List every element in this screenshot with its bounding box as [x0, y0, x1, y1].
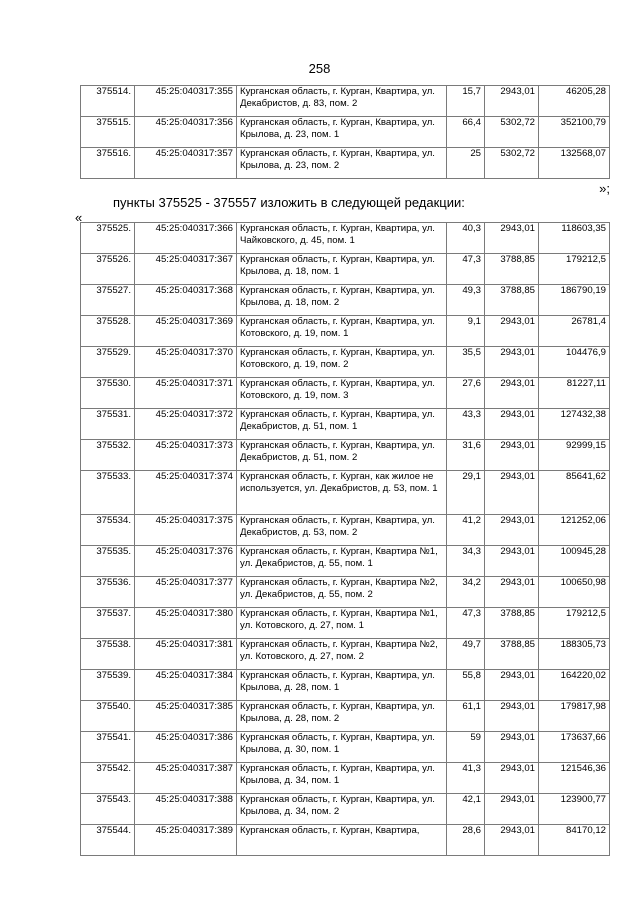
table-row — [81, 763, 610, 794]
specific-value-cell: 2943,01 — [485, 763, 539, 794]
area-cell: 27,6 — [447, 378, 485, 409]
cadastral-value-cell: 118603,35 — [539, 223, 610, 254]
page-number: 258 — [308, 61, 331, 76]
cadastral-number-cell: 45:25:040317:386 — [135, 732, 237, 763]
row-number-cell: 375535. — [81, 546, 135, 577]
address-cell: Курганская область, г. Курган, Квартира №2, ул. Декабристов, д. 55, пом. 2 — [237, 577, 447, 608]
row-number-cell: 375526. — [81, 254, 135, 285]
cadastral-value-cell: 85641,62 — [539, 471, 610, 515]
area-cell: 66,4 — [447, 117, 485, 148]
cadastral-value-cell: 179212,5 — [539, 254, 610, 285]
cadastral-number-cell: 45:25:040317:371 — [135, 378, 237, 409]
table-row — [81, 546, 610, 577]
table-row — [81, 440, 610, 471]
registry-table-main — [80, 222, 610, 856]
specific-value-cell: 2943,01 — [485, 409, 539, 440]
row-number-cell: 375544. — [81, 825, 135, 856]
cadastral-number-cell: 45:25:040317:374 — [135, 471, 237, 515]
table-row — [81, 577, 610, 608]
area-cell: 47,3 — [447, 608, 485, 639]
table-row — [81, 639, 610, 670]
cadastral-number-cell: 45:25:040317:381 — [135, 639, 237, 670]
cadastral-number-cell: 45:25:040317:377 — [135, 577, 237, 608]
address-cell: Курганская область, г. Курган, Квартира, ул. Декабристов, д. 51, пом. 1 — [237, 409, 447, 440]
address-cell: Курганская область, г. Курган, Квартира, ул. Крылова, д. 34, пом. 2 — [237, 794, 447, 825]
cadastral-value-cell: 188305,73 — [539, 639, 610, 670]
specific-value-cell: 5302,72 — [485, 117, 539, 148]
table-row — [81, 86, 610, 117]
specific-value-cell: 3788,85 — [485, 285, 539, 316]
cadastral-value-cell: 100945,28 — [539, 546, 610, 577]
specific-value-cell: 2943,01 — [485, 701, 539, 732]
cadastral-value-cell: 100650,98 — [539, 577, 610, 608]
specific-value-cell: 2943,01 — [485, 440, 539, 471]
area-cell: 47,3 — [447, 254, 485, 285]
area-cell: 29,1 — [447, 471, 485, 515]
row-number-cell: 375542. — [81, 763, 135, 794]
row-number-cell: 375533. — [81, 471, 135, 515]
address-cell: Курганская область, г. Курган, Квартира №1, ул. Декабристов, д. 55, пом. 1 — [237, 546, 447, 577]
cadastral-number-cell: 45:25:040317:368 — [135, 285, 237, 316]
table-row — [81, 515, 610, 546]
specific-value-cell: 2943,01 — [485, 86, 539, 117]
specific-value-cell: 2943,01 — [485, 546, 539, 577]
row-number-cell: 375532. — [81, 440, 135, 471]
row-number-cell: 375541. — [81, 732, 135, 763]
area-cell: 49,7 — [447, 639, 485, 670]
cadastral-number-cell: 45:25:040317:369 — [135, 316, 237, 347]
address-cell: Курганская область, г. Курган, Квартира, ул. Декабристов, д. 53, пом. 2 — [237, 515, 447, 546]
address-cell: Курганская область, г. Курган, Квартира, ул. Декабристов, д. 51, пом. 2 — [237, 440, 447, 471]
table-row — [81, 409, 610, 440]
address-cell: Курганская область, г. Курган, Квартира, ул. Крылова, д. 23, пом. 2 — [237, 148, 447, 179]
row-number-cell: 375536. — [81, 577, 135, 608]
area-cell: 49,3 — [447, 285, 485, 316]
table-row — [81, 701, 610, 732]
specific-value-cell: 2943,01 — [485, 316, 539, 347]
row-number-cell: 375516. — [81, 148, 135, 179]
row-number-cell: 375543. — [81, 794, 135, 825]
cadastral-value-cell: 164220,02 — [539, 670, 610, 701]
closing-quote-mark: »; — [599, 181, 610, 196]
cadastral-value-cell: 186790,19 — [539, 285, 610, 316]
cadastral-value-cell: 81227,11 — [539, 378, 610, 409]
table-row — [81, 347, 610, 378]
area-cell: 42,1 — [447, 794, 485, 825]
table-row — [81, 316, 610, 347]
address-cell: Курганская область, г. Курган, Квартира, ул. Декабристов, д. 83, пом. 2 — [237, 86, 447, 117]
address-cell: Курганская область, г. Курган, Квартира №2, ул. Котовского, д. 27, пом. 2 — [237, 639, 447, 670]
cadastral-value-cell: 104476,9 — [539, 347, 610, 378]
specific-value-cell: 3788,85 — [485, 608, 539, 639]
address-cell: Курганская область, г. Курган, Квартира №1, ул. Котовского, д. 27, пом. 1 — [237, 608, 447, 639]
specific-value-cell: 3788,85 — [485, 639, 539, 670]
cadastral-value-cell: 123900,77 — [539, 794, 610, 825]
cadastral-number-cell: 45:25:040317:375 — [135, 515, 237, 546]
cadastral-value-cell: 121252,06 — [539, 515, 610, 546]
cadastral-value-cell: 132568,07 — [539, 148, 610, 179]
area-cell: 35,5 — [447, 347, 485, 378]
cadastral-number-cell: 45:25:040317:385 — [135, 701, 237, 732]
cadastral-value-cell: 92999,15 — [539, 440, 610, 471]
row-number-cell: 375539. — [81, 670, 135, 701]
cadastral-number-cell: 45:25:040317:372 — [135, 409, 237, 440]
table-row — [81, 471, 610, 515]
row-number-cell: 375514. — [81, 86, 135, 117]
area-cell: 31,6 — [447, 440, 485, 471]
table-row — [81, 670, 610, 701]
cadastral-number-cell: 45:25:040317:366 — [135, 223, 237, 254]
table-row — [81, 285, 610, 316]
table-row — [81, 732, 610, 763]
table-row — [81, 608, 610, 639]
specific-value-cell: 2943,01 — [485, 577, 539, 608]
specific-value-cell: 2943,01 — [485, 347, 539, 378]
area-cell: 61,1 — [447, 701, 485, 732]
area-cell: 40,3 — [447, 223, 485, 254]
specific-value-cell: 2943,01 — [485, 471, 539, 515]
cadastral-value-cell: 127432,38 — [539, 409, 610, 440]
address-cell: Курганская область, г. Курган, Квартира, ул. Крылова, д. 30, пом. 1 — [237, 732, 447, 763]
specific-value-cell: 2943,01 — [485, 732, 539, 763]
area-cell: 43,3 — [447, 409, 485, 440]
table-row — [81, 825, 610, 856]
area-cell: 28,6 — [447, 825, 485, 856]
address-cell: Курганская область, г. Курган, Квартира, ул. Крылова, д. 18, пом. 1 — [237, 254, 447, 285]
address-cell: Курганская область, г. Курган, Квартира, ул. Крылова, д. 18, пом. 2 — [237, 285, 447, 316]
cadastral-value-cell: 46205,28 — [539, 86, 610, 117]
cadastral-number-cell: 45:25:040317:356 — [135, 117, 237, 148]
address-cell: Курганская область, г. Курган, Квартира, ул. Крылова, д. 23, пом. 1 — [237, 117, 447, 148]
specific-value-cell: 2943,01 — [485, 223, 539, 254]
area-cell: 34,2 — [447, 577, 485, 608]
cadastral-value-cell: 26781,4 — [539, 316, 610, 347]
specific-value-cell: 2943,01 — [485, 515, 539, 546]
cadastral-value-cell: 179212,5 — [539, 608, 610, 639]
table-row — [81, 794, 610, 825]
address-cell: Курганская область, г. Курган, Квартира, ул. Котовского, д. 19, пом. 3 — [237, 378, 447, 409]
table-row — [81, 223, 610, 254]
address-cell: Курганская область, г. Курган, как жилое не используется, ул. Декабристов, д. 53, пом. 1 — [237, 471, 447, 515]
address-cell: Курганская область, г. Курган, Квартира, — [237, 825, 447, 856]
row-number-cell: 375537. — [81, 608, 135, 639]
cadastral-value-cell: 173637,66 — [539, 732, 610, 763]
address-cell: Курганская область, г. Курган, Квартира, ул. Чайковского, д. 45, пом. 1 — [237, 223, 447, 254]
area-cell: 9,1 — [447, 316, 485, 347]
area-cell: 25 — [447, 148, 485, 179]
row-number-cell: 375531. — [81, 409, 135, 440]
amendment-instruction: пункты 375525 - 375557 изложить в следующей редакции: — [113, 195, 465, 210]
cadastral-value-cell: 121546,36 — [539, 763, 610, 794]
row-number-cell: 375534. — [81, 515, 135, 546]
address-cell: Курганская область, г. Курган, Квартира, ул. Котовского, д. 19, пом. 1 — [237, 316, 447, 347]
specific-value-cell: 2943,01 — [485, 378, 539, 409]
address-cell: Курганская область, г. Курган, Квартира, ул. Котовского, д. 19, пом. 2 — [237, 347, 447, 378]
cadastral-value-cell: 84170,12 — [539, 825, 610, 856]
table-row — [81, 254, 610, 285]
row-number-cell: 375530. — [81, 378, 135, 409]
cadastral-number-cell: 45:25:040317:389 — [135, 825, 237, 856]
area-cell: 34,3 — [447, 546, 485, 577]
cadastral-number-cell: 45:25:040317:387 — [135, 763, 237, 794]
row-number-cell: 375515. — [81, 117, 135, 148]
specific-value-cell: 5302,72 — [485, 148, 539, 179]
cadastral-number-cell: 45:25:040317:370 — [135, 347, 237, 378]
cadastral-number-cell: 45:25:040317:388 — [135, 794, 237, 825]
address-cell: Курганская область, г. Курган, Квартира, ул. Крылова, д. 28, пом. 1 — [237, 670, 447, 701]
area-cell: 55,8 — [447, 670, 485, 701]
area-cell: 41,2 — [447, 515, 485, 546]
cadastral-number-cell: 45:25:040317:373 — [135, 440, 237, 471]
specific-value-cell: 3788,85 — [485, 254, 539, 285]
area-cell: 41,3 — [447, 763, 485, 794]
row-number-cell: 375529. — [81, 347, 135, 378]
area-cell: 15,7 — [447, 86, 485, 117]
row-number-cell: 375538. — [81, 639, 135, 670]
row-number-cell: 375528. — [81, 316, 135, 347]
table-row — [81, 378, 610, 409]
table-row — [81, 148, 610, 179]
cadastral-value-cell: 179817,98 — [539, 701, 610, 732]
row-number-cell: 375525. — [81, 223, 135, 254]
table-row — [81, 117, 610, 148]
cadastral-value-cell: 352100,79 — [539, 117, 610, 148]
opening-quote-mark: « — [75, 210, 83, 225]
address-cell: Курганская область, г. Курган, Квартира, ул. Крылова, д. 28, пом. 2 — [237, 701, 447, 732]
area-cell: 59 — [447, 732, 485, 763]
cadastral-number-cell: 45:25:040317:380 — [135, 608, 237, 639]
specific-value-cell: 2943,01 — [485, 794, 539, 825]
cadastral-number-cell: 45:25:040317:357 — [135, 148, 237, 179]
cadastral-number-cell: 45:25:040317:355 — [135, 86, 237, 117]
row-number-cell: 375527. — [81, 285, 135, 316]
specific-value-cell: 2943,01 — [485, 670, 539, 701]
cadastral-number-cell: 45:25:040317:367 — [135, 254, 237, 285]
cadastral-number-cell: 45:25:040317:376 — [135, 546, 237, 577]
address-cell: Курганская область, г. Курган, Квартира, ул. Крылова, д. 34, пом. 1 — [237, 763, 447, 794]
registry-table-top — [80, 85, 610, 179]
cadastral-number-cell: 45:25:040317:384 — [135, 670, 237, 701]
row-number-cell: 375540. — [81, 701, 135, 732]
specific-value-cell: 2943,01 — [485, 825, 539, 856]
